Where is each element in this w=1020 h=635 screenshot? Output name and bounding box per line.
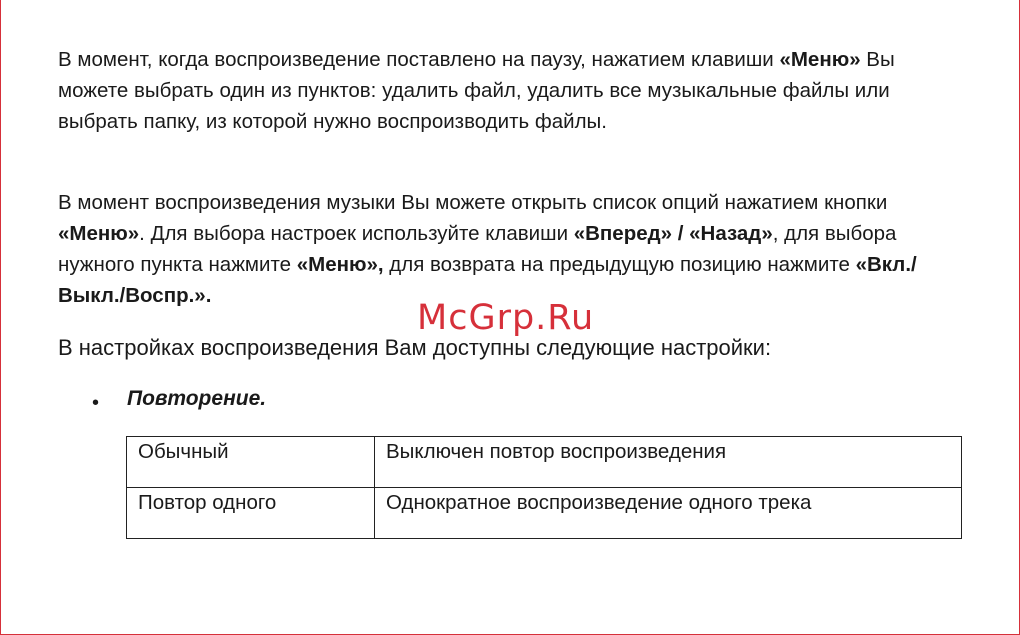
table-row xyxy=(127,437,962,488)
forward-back-key-label: «Вперед» / «Назад» xyxy=(573,222,773,245)
watermark: McGrp.Ru xyxy=(417,298,595,338)
text-span: В момент воспроизведения музыки Вы можете открыть список опций нажатием кнопки xyxy=(58,191,888,214)
power-play-key-label: «Вкл./Выкл./Воспр.». xyxy=(58,253,917,307)
table-cell-description: Однократное воспроизведение одного трека xyxy=(375,488,962,539)
table-cell-mode: Повтор одного xyxy=(127,488,375,539)
list-item-repeat: Повторение. xyxy=(127,387,267,410)
text-span: . Для выбора настроек используйте клавиши xyxy=(139,222,574,245)
paragraph-playback-options xyxy=(58,187,958,311)
menu-key-label: «Меню» xyxy=(58,222,140,245)
text-span: Вы можете выбрать один из пунктов: удалить файл, удалить все музыкальные файлы или выбрать папку, из которой нужно воспроизводить файлы. xyxy=(58,48,895,133)
menu-key-label: «Меню», xyxy=(296,253,384,276)
text-span: для возврата на предыдущую позицию нажмите xyxy=(383,253,856,276)
repeat-modes-table xyxy=(126,436,962,539)
table-row xyxy=(127,488,962,539)
paragraph-pause-menu xyxy=(58,44,908,137)
bullet-icon: • xyxy=(92,392,100,414)
text-span: В момент, когда воспроизведение поставлено на паузу, нажатием клавиши xyxy=(58,48,780,71)
menu-key-label: «Меню» xyxy=(779,48,861,71)
paragraph-settings-intro: В настройках воспроизведения Вам доступны следующие настройки: xyxy=(58,335,772,360)
text-span: , для выбора нужного пункта нажмите xyxy=(58,222,897,276)
table-cell-mode: Обычный xyxy=(127,437,375,488)
table-cell-description: Выключен повтор воспроизведения xyxy=(375,437,962,488)
